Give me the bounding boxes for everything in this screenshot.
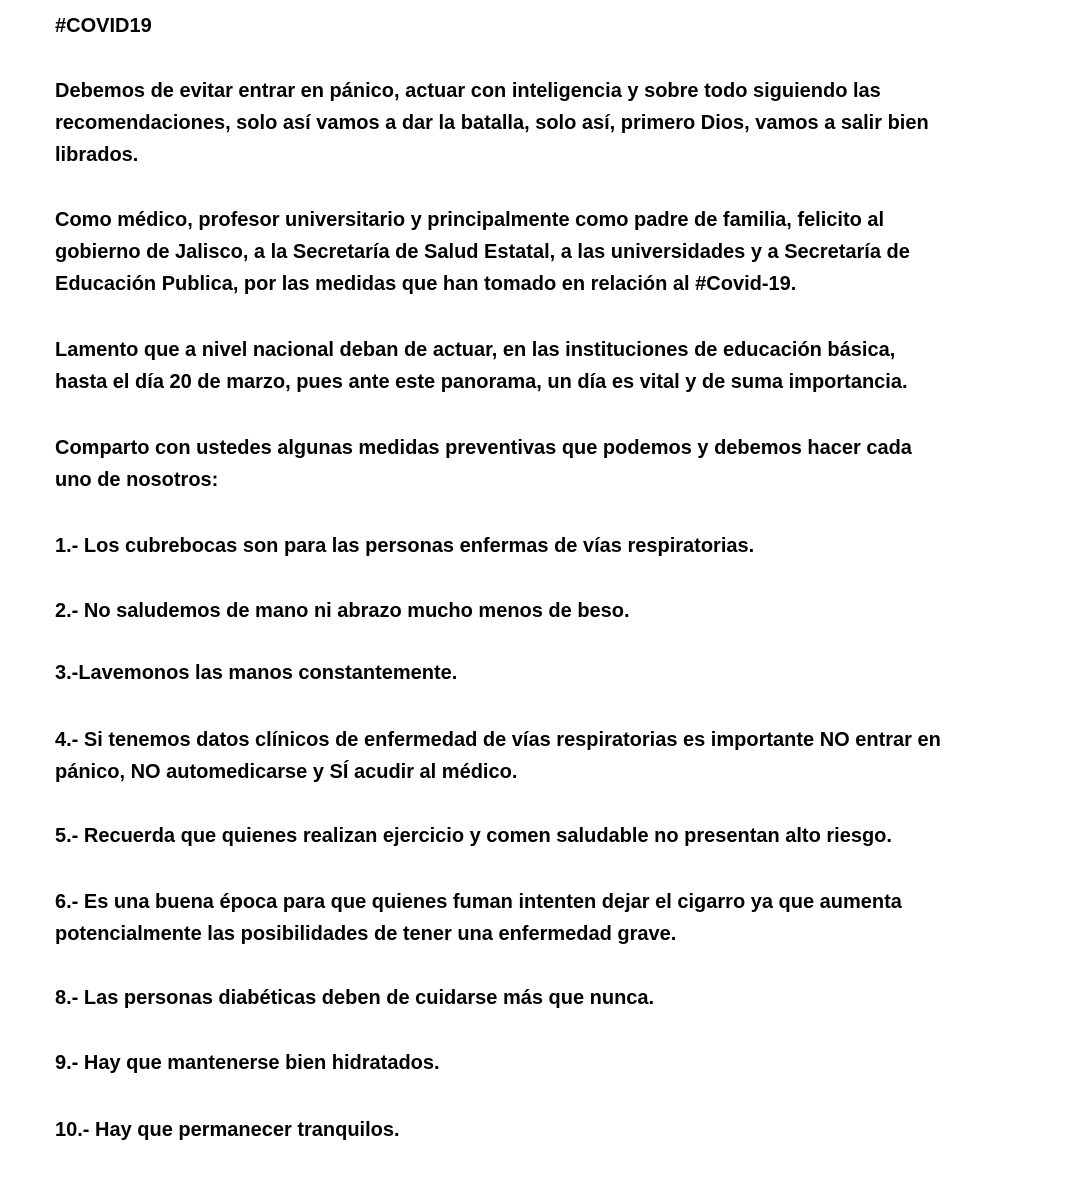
list-item: 10.- Hay que permanecer tranquilos. xyxy=(55,1119,400,1141)
list-item: 8.- Las personas diabéticas deben de cuidarse más que nunca. xyxy=(55,987,655,1009)
intro-paragraph: Debemos de evitar entrar en pánico, actuar con inteligencia y sobre todo siguiendo las recomendaciones, solo así vamos a dar la batalla, solo así, primero Dios, vamos a salir bien librados. xyxy=(55,80,929,166)
congratulations-paragraph: Como médico, profesor universitario y principalmente como padre de familia, felicito al gobierno de Jalisco, a la Secretaría de Salud Estatal, a las universidades y a Secretaría de Educación Publica, por las medidas que han tomado en relación al #Covid-19. xyxy=(55,209,910,295)
list-item: 5.- Recuerda que quienes realizan ejercicio y comen saludable no presentan alto riesgo. xyxy=(55,825,892,847)
measures-intro-paragraph: Comparto con ustedes algunas medidas preventivas que podemos y debemos hacer cada uno de nosotros: xyxy=(55,437,912,491)
list-item: 4.- Si tenemos datos clínicos de enfermedad de vías respiratorias es importante NO entrar en pánico, NO automedicarse y SÍ acudir al médico. xyxy=(55,729,941,783)
list-item: 1.- Los cubrebocas son para las personas enfermas de vías respiratorias. xyxy=(55,535,755,557)
list-item: 9.- Hay que mantenerse bien hidratados. xyxy=(55,1052,440,1074)
hashtag-heading: #COVID19 xyxy=(55,15,152,37)
list-item: 2.- No saludemos de mano ni abrazo mucho menos de beso. xyxy=(55,600,630,622)
list-item: 3.-Lavemonos las manos constantemente. xyxy=(55,662,458,684)
regret-paragraph: Lamento que a nivel nacional deban de actuar, en las instituciones de educación básica, hasta el día 20 de marzo, pues ante este panorama, un día es vital y de suma importancia. xyxy=(55,339,908,393)
list-item: 6.- Es una buena época para que quienes fuman intenten dejar el cigarro ya que aumenta potencialmente las posibilidades de tener una enfermedad grave. xyxy=(55,891,902,945)
